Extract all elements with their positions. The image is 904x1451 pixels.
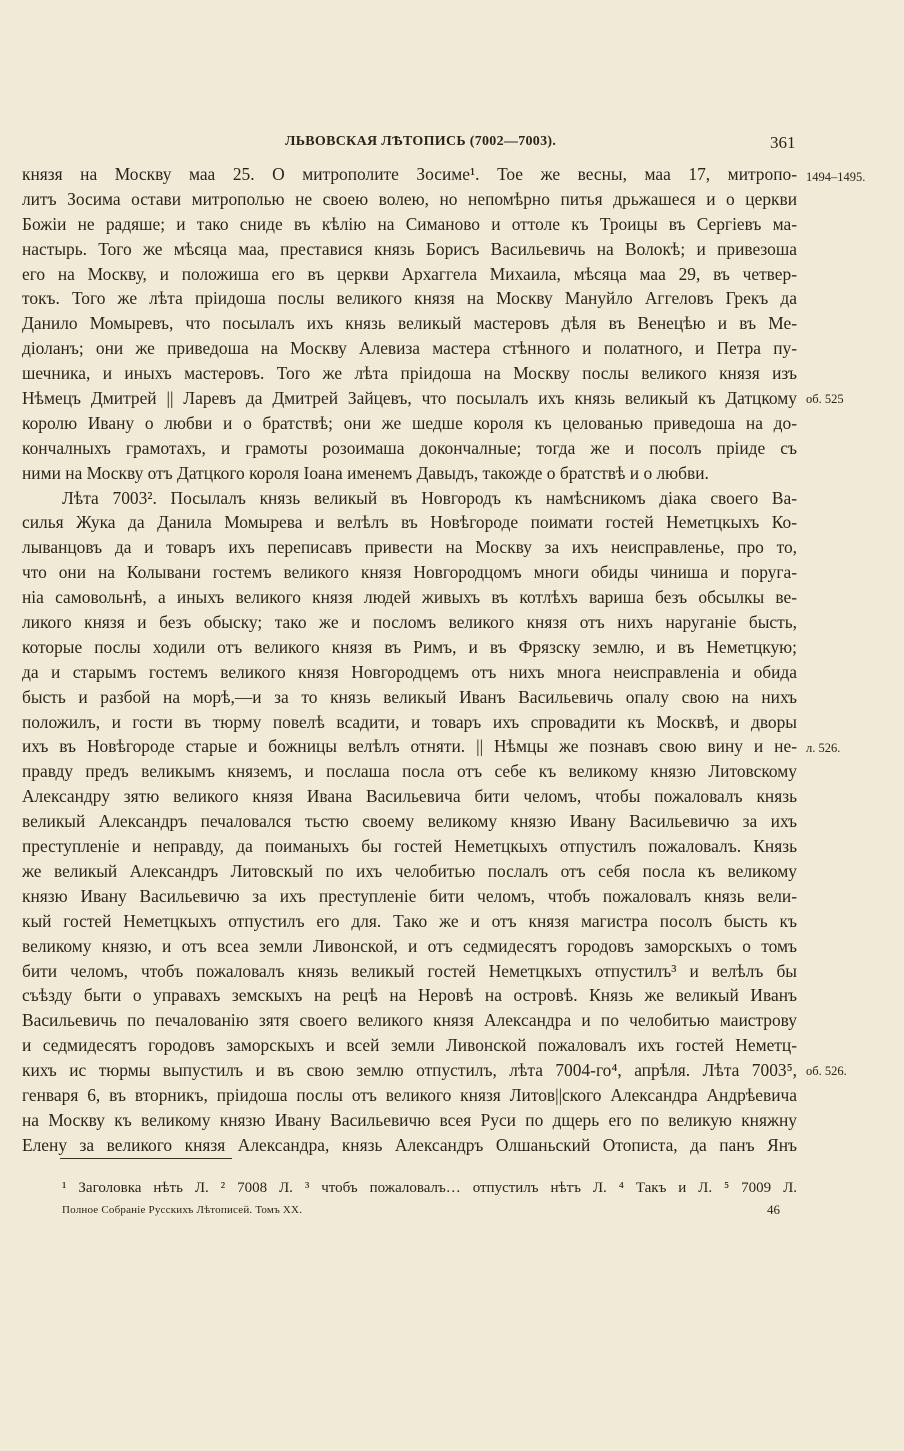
text-line: діоланъ; они же приведоша на Москву Алевиза мастера стѣнного и полатного, и Петра пу- (22, 338, 797, 359)
text-line: Данило Момыревъ, что посылалъ ихъ князь великый мастеровъ дѣля въ Венецѣю и въ Ме- (22, 313, 797, 334)
text-line: князю Ивану Васильевичю за ихъ преступленіе бити челомъ, чтобъ пожаловалъ князь вели- (22, 885, 797, 906)
text-line: настырь. Того же мѣсяца маа, преставися князь Борисъ Васильевичь на Волокѣ; и привезоша (22, 238, 797, 259)
text-line: бити челомъ, чтобъ пожаловалъ князь великый гостей Неметцкыхъ отпустилъ³ и велѣлъ бы (22, 960, 797, 981)
text-line: князя на Москву маа 25. О митрополите Зосиме¹. Тое же весны, маа 17, митропо- (22, 164, 797, 184)
text-line: Божіи не радяше; и тако сниде въ кѣлію на Симаново и оттоле къ Троицы въ Сергіевъ ма- (22, 213, 797, 234)
text-line: Лѣта 7003². Посылалъ князь великый въ Новгородъ къ намѣсникомъ діака своего Ва- (62, 487, 797, 508)
text-line: кихъ ис тюрмы выпустилъ и въ свою землю отпустилъ, лѣта 7004-го⁴, апрѣля. Лѣта 7003⁵, (22, 1060, 797, 1081)
margin-note-folio-525: об. 525 (806, 392, 844, 406)
text-line: шечника, и иныхъ мастеровъ. Того же лѣта пріидоша на Москву послы великого князя изъ (22, 363, 797, 384)
text-line: Елену за великого князя Александра, князь Александръ Олшаньский Отописта, да панъ Янъ (22, 1134, 797, 1155)
text-line: великый Александръ печаловался тьстю своему великому князю Ивану Васильевичю за ихъ (22, 811, 797, 832)
text-line: Александру зятю великого князя Ивана Васильевича бити челомъ, чтобы пожаловалъ князь (22, 786, 797, 807)
text-line: королю Ивану о любви и о братствѣ; они же шедше короля къ целованью приведоша на до- (22, 412, 797, 433)
text-line: кый гостей Неметцкыхъ отпустилъ его для. Тако же и отъ князя магистра посолъ бысть къ (22, 910, 797, 931)
text-line: же великый Александръ Литовскый по ихъ челобитью послалъ отъ себя посла къ великому (22, 860, 797, 881)
signature-title: Полное Собраніе Русскихъ Лѣтописей. Томъ XX. (62, 1204, 303, 1216)
body-text (22, 162, 797, 1158)
text-line: и седмидесятъ городовъ заморскыхъ и всей земли Ливонской пожаловалъ ихъ гостей Неметц- (22, 1035, 797, 1056)
running-title: ЛЬВОВСКАЯ ЛѢТОПИСЬ (7002—7003). (285, 134, 557, 149)
text-line: которые послы ходили отъ великого князя въ Римъ, и въ Фрязску землю, и въ Неметцкую; (22, 636, 797, 657)
text-line: преступленіе и неправду, да поиманыхъ бы гостей Неметцкыхъ отпустилъ пожаловалъ. Князь (22, 836, 797, 857)
text-line: положилъ, и гости въ тюрму повелѣ всадити, и товаръ ихъ спровадити къ Москвѣ, и дворы (22, 711, 797, 732)
footnotes: ¹ Заголовка нѣть Л. ² 7008 Л. ³ чтобъ пожаловалъ… отпустилъ нѣтъ Л. ⁴ Такъ и Л. ⁵ 7009 Л. (62, 1180, 797, 1196)
signature-mark: 46 (767, 1202, 780, 1217)
text-line: на Москву къ великому князю Ивану Васильевичю всея Руси по дщерь его по великую княжну (22, 1109, 797, 1130)
text-line: ихъ въ Новѣгороде старые и божницы велѣлъ отняти. || Нѣмцы же познавъ свою вину и не- (22, 736, 797, 757)
text-line: да и старымъ гостемъ великого князя Новгородцемъ отъ нихъ многа неисправленіа и обида (22, 661, 797, 682)
text-line: ними на Москву отъ Датцкого короля Іоана именемъ Давыдъ, такожде о братствѣ и о любви. (22, 462, 709, 483)
text-line: великому князю, и отъ всеа земли Ливонской, и отъ седмидесятъ городовъ заморскыхъ о томъ (22, 935, 797, 956)
margin-note-leaf-526: л. 526. (806, 741, 841, 755)
text-line: его на Москву, и положиша его въ церкви Архаггела Михаила, мѣсяца маа 29, въ четвер- (22, 263, 797, 284)
text-line: Васильевичь по печалованію зятя своего великого князя Александра и по челобитью маистрову (22, 1010, 797, 1031)
text-line: правду предъ великымъ княземъ, и послаша посла отъ себе къ великому князю Литовскому (22, 761, 797, 782)
page-number: 361 (770, 133, 796, 152)
text-line: съѣзду быти о управахъ земскыхъ на рецѣ на Неровѣ на островѣ. Князь же великый Иванъ (22, 985, 797, 1006)
text-line: ликого князя и безъ обыску; тако же и посломъ великого князя отъ нихъ наруганіе бысть, (22, 612, 797, 633)
footnote-rule (60, 1158, 232, 1159)
margin-note-folio-526: об. 526. (806, 1064, 847, 1078)
text-line: бысть и разбой на морѣ,—и за то князь великый Иванъ Васильевичь опалу свою на нихъ (22, 686, 797, 707)
text-line: Нѣмецъ Дмитрей || Ларевъ да Дмитрей Зайцевъ, что посылалъ ихъ князь великый къ Датцкому (22, 388, 797, 409)
text-line: кончалныхъ грамотахъ, и грамоты розоимаша докончалные; тогда же и посолъ пріиде съ (22, 437, 797, 458)
text-line: силья Жука да Данила Момырева и велѣлъ въ Новѣгороде поимати гостей Неметцкыхъ Ко- (22, 512, 797, 533)
text-line: лыванцовъ да и товаръ ихъ переписавъ привести на Москву за ихъ неисправленье, про то, (22, 537, 797, 558)
text-line: литъ Зосима остави митрополью не своею волею, но непомѣрно питья дрьжашеся и о церкви (22, 188, 797, 209)
text-line: токъ. Того же лѣта пріидоша послы великого князя на Москву Мануйло Аггеловъ Грекъ да (22, 288, 797, 309)
margin-note-years: 1494–1495. (806, 170, 866, 184)
text-line: ніа самовольнѣ, а иныхъ великого князя людей живыхъ въ котлѣхъ вариша безъ обсылкы ве- (22, 587, 797, 608)
text-line: генваря 6, въ вторникъ, пріидоша послы отъ великого князя Литов||ского Александра Андрѣевича (22, 1084, 797, 1105)
text-line: что они на Колывани гостемъ великого князя Новгородцомъ многи обиды чиниша и поруга- (22, 562, 797, 583)
